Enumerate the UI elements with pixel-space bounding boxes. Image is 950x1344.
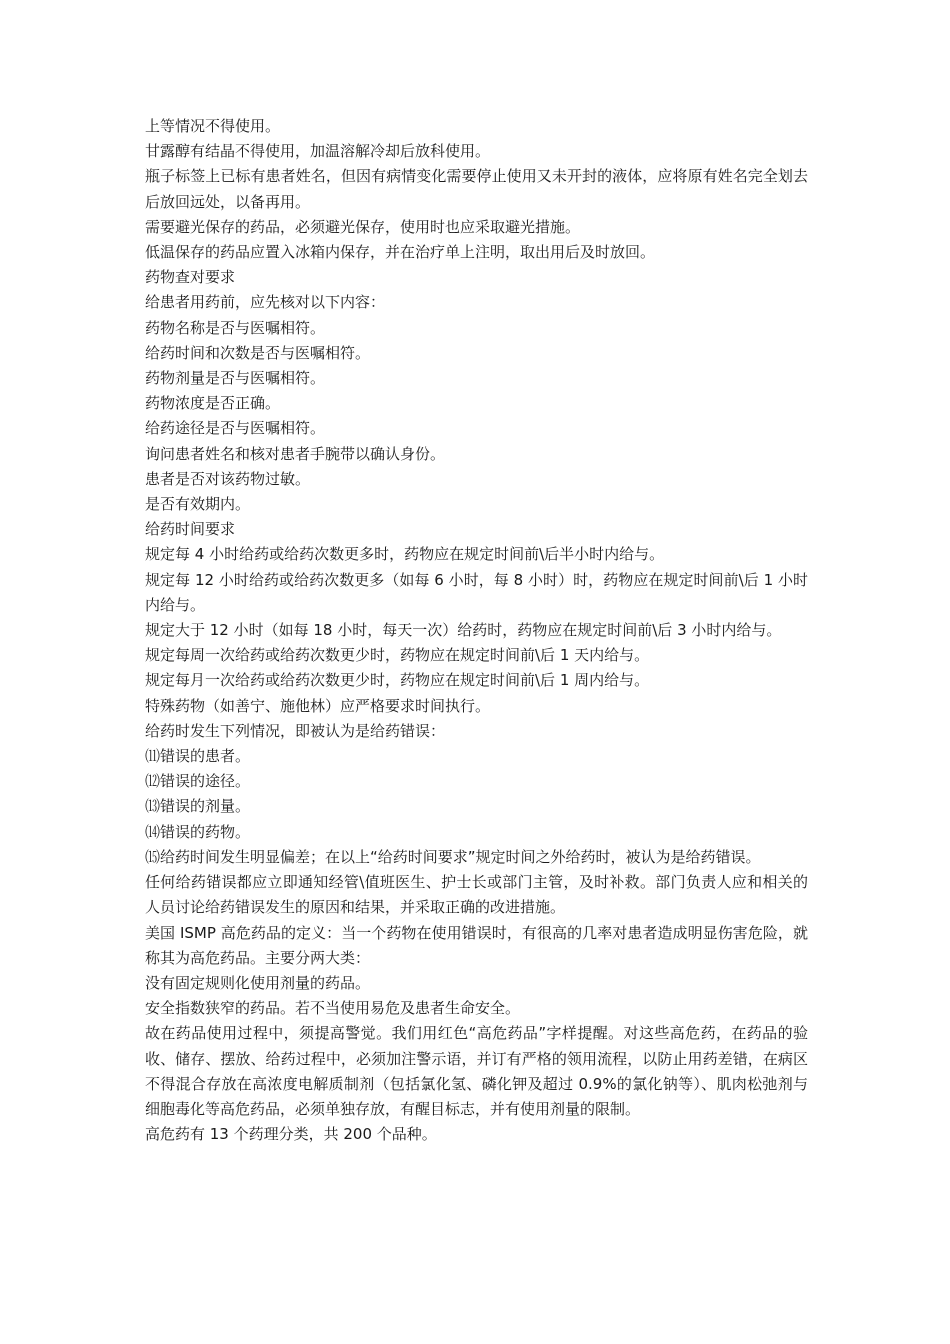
paragraph: 任何给药错误都应立即通知经管\值班医生、护士长或部门主管，及时补救。部门负责人应和相关的人员讨论给药错误发生的原因和结果，并采取正确的改进措施。 — [145, 873, 808, 917]
paragraph: 规定每 12 小时给药或给药次数更多（如每 6 小时，每 8 小时）时，药物应在规定时间前\后 1 小时内给与。 — [145, 570, 808, 614]
paragraph: 需要避光保存的药品，必须避光保存，使用时也应采取避光措施。 — [145, 217, 581, 236]
paragraph: 规定每周一次给药或给药次数更少时，药物应在规定时间前\后 1 天内给与。 — [145, 646, 650, 665]
paragraph: 上等情况不得使用。 — [145, 117, 281, 135]
paragraph: 特殊药物（如善宁、施他林）应严格要求时间执行。 — [145, 696, 491, 715]
paragraph: 故在药品使用过程中，须提高警觉。我们用红色“高危药品”字样提醒。对这些高危药，在药品的验收、储存、摆放、给药过程中，必须加注警示语，并订有严格的领用流程，以防止用药差错，在病区不得混合存放在高浓度电解质制剂（包括氯化氢、磷化钾及超过 0.9%的氯化钠等）、肌肉松弛剂与细胞毒化等高危药品，必须单独存放，有醒目标志，并有使用剂量的限制。 — [145, 1024, 808, 1118]
paragraph: 瓶子标签上已标有患者姓名，但因有病情变化需要停止使用又未开封的液体，应将原有姓名完全划去后放回远处，以备再用。 — [145, 167, 808, 211]
section-heading: 药物查对要求 — [145, 268, 236, 287]
paragraph: 药物剂量是否与医嘱相符。 — [145, 369, 326, 388]
list-item: ⒀错误的剂量。 — [145, 797, 251, 816]
paragraph: 给药时发生下列情况，即被认为是给药错误： — [145, 721, 446, 740]
paragraph: 给药时间和次数是否与医嘱相符。 — [145, 343, 371, 362]
paragraph: 给药途径是否与医嘱相符。 — [145, 419, 326, 438]
document-body — [145, 114, 808, 1147]
paragraph: 是否有效期内。 — [145, 495, 251, 514]
paragraph: 低温保存的药品应置入冰箱内保存，并在治疗单上注明，取出用后及时放回。 — [145, 243, 656, 262]
section-heading: 给药时间要求 — [145, 520, 236, 539]
paragraph: 药物浓度是否正确。 — [145, 394, 281, 413]
paragraph: 药物名称是否与医嘱相符。 — [145, 318, 326, 337]
paragraph: 规定每月一次给药或给药次数更少时，药物应在规定时间前\后 1 周内给与。 — [145, 671, 650, 690]
paragraph: 高危药有 13 个药理分类，共 200 个品种。 — [145, 1125, 437, 1144]
list-item: ⑿错误的途径。 — [145, 772, 251, 791]
paragraph: 规定每 4 小时给药或给药次数更多时，药物应在规定时间前\后半小时内给与。 — [145, 545, 665, 564]
list-item: ⒂给药时间发生明显偏差；在以上“给药时间要求”规定时间之外给药时，被认为是给药错误。 — [145, 847, 761, 866]
list-item: ⑾错误的患者。 — [145, 747, 251, 766]
paragraph: 给患者用药前，应先核对以下内容： — [145, 293, 386, 312]
list-item: ⒁错误的药物。 — [145, 822, 251, 841]
paragraph: 询问患者姓名和核对患者手腕带以确认身份。 — [145, 444, 446, 463]
paragraph: 甘露醇有结晶不得使用，加温溶解冷却后放科使用。 — [145, 142, 491, 161]
paragraph: 患者是否对该药物过敏。 — [145, 469, 311, 488]
paragraph: 没有固定规则化使用剂量的药品。 — [145, 973, 371, 992]
paragraph: 安全指数狭窄的药品。若不当使用易危及患者生命安全。 — [145, 999, 521, 1018]
paragraph: 规定大于 12 小时（如每 18 小时，每天一次）给药时，药物应在规定时间前\后 3 小时内给与。 — [145, 621, 782, 640]
paragraph: 美国 ISMP 高危药品的定义：当一个药物在使用错误时，有很高的几率对患者造成明显伤害危险，就称其为高危药品。主要分两大类： — [145, 923, 808, 967]
